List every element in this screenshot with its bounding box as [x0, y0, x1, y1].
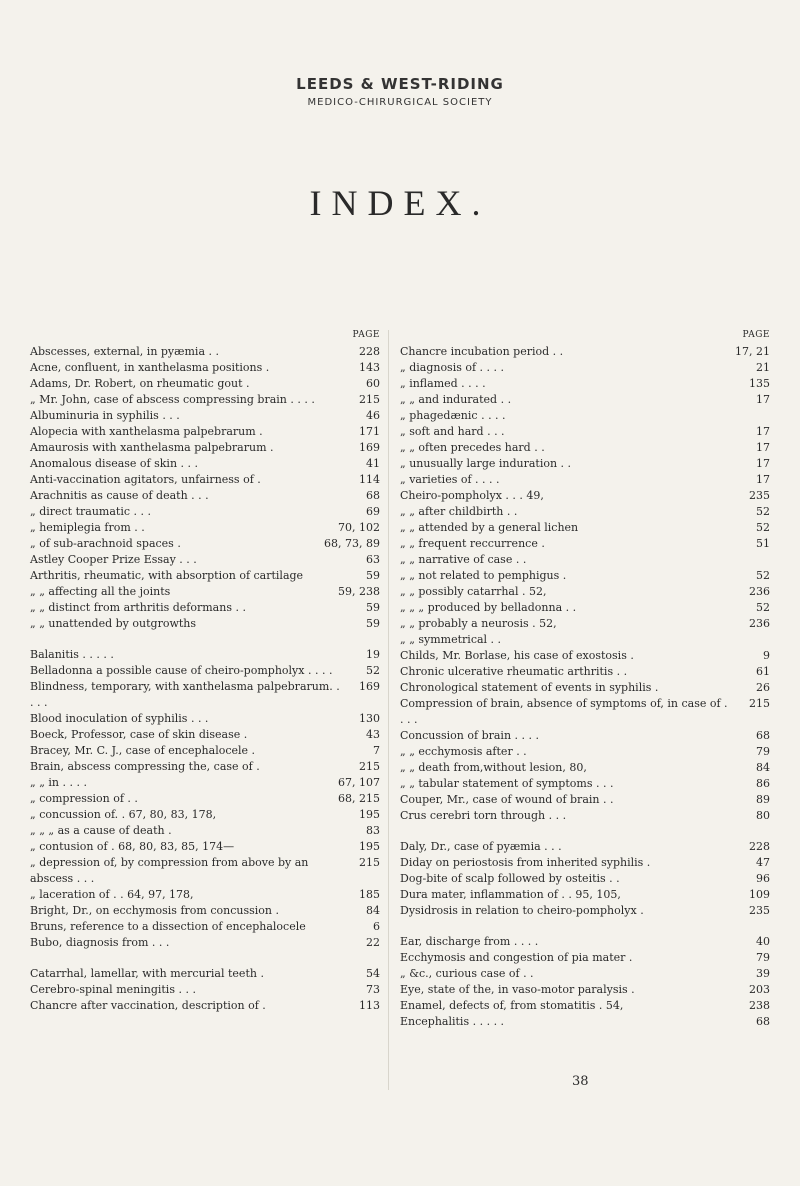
entry-text: Crus cerebri torn through . . . [400, 809, 567, 822]
entry-page: 169 [359, 441, 380, 454]
entry-page: 52 [756, 569, 770, 582]
entry-page: 51 [756, 537, 770, 550]
entry-text: Brain, abscess compressing the, case of . [30, 760, 260, 773]
index-entry [400, 408, 770, 424]
index-entry [30, 743, 380, 759]
entry-text: Encephalitis . . . . . [400, 1015, 505, 1028]
index-entry [30, 376, 380, 392]
index-entry [30, 408, 380, 424]
entry-text: Eye, state of the, in vaso-motor paralysis . [400, 983, 635, 996]
entry-page: 215 [749, 697, 770, 710]
entry-page: 6 [373, 920, 380, 933]
entry-page: 236 [749, 585, 770, 598]
entry-text: „ contusion of . 68, 80, 83, 85, 174— [30, 840, 235, 853]
entry-text: Compression of brain, absence of symptoms of, in case of . . . . [400, 697, 728, 726]
entry-page: 7 [373, 744, 380, 757]
section-gap [400, 824, 770, 839]
entry-page: 22 [366, 936, 380, 949]
entry-text: Blindness, temporary, with xanthelasma palpebrarum. . . . . [30, 680, 340, 709]
entry-page: 236 [749, 617, 770, 630]
entry-text: Balanitis . . . . . [30, 648, 114, 661]
entry-text: Boeck, Professor, case of skin disease . [30, 728, 248, 741]
entry-text: „ concussion of. . 67, 80, 83, 178, [30, 808, 217, 821]
index-entry [30, 727, 380, 743]
entry-text: Blood inoculation of syphilis . . . [30, 712, 209, 725]
entry-text: „ Mr. John, case of abscess compressing brain . . . . [30, 393, 315, 406]
entry-text: „ „ not related to pemphigus . [400, 569, 567, 582]
entry-page: 185 [359, 888, 380, 901]
entry-page: 169 [359, 680, 380, 693]
entry-text: „ „ attended by a general lichen [400, 521, 579, 534]
entry-page: 89 [756, 793, 770, 806]
entry-page: 130 [359, 712, 380, 725]
entry-page: 52 [756, 505, 770, 518]
page-heading-left: PAGE [352, 330, 380, 340]
entry-text: Chronic ulcerative rheumatic arthritis . . [400, 665, 628, 678]
index-entry [30, 536, 380, 552]
entry-text: Adams, Dr. Robert, on rheumatic gout . [30, 377, 250, 390]
entry-page: 228 [359, 345, 380, 358]
entry-text: „ soft and hard . . . [400, 425, 505, 438]
entry-page: 17, 21 [735, 345, 770, 358]
index-entry [30, 839, 380, 855]
entry-text: „ unusually large induration . . [400, 457, 572, 470]
index-entry [400, 982, 770, 998]
entry-page: 135 [749, 377, 770, 390]
entry-text: Couper, Mr., case of wound of brain . . [400, 793, 614, 806]
entry-text: Childs, Mr. Borlase, his case of exostosis . [400, 649, 634, 662]
index-entry [30, 711, 380, 727]
index-entry [400, 934, 770, 950]
entry-page: 67, 107 [338, 776, 380, 789]
entry-page: 215 [359, 393, 380, 406]
entry-text: Bruns, reference to a dissection of encephalocele [30, 920, 306, 933]
index-entry [30, 600, 380, 616]
index-entry [30, 472, 380, 488]
index-entry [400, 600, 770, 616]
index-entry [400, 887, 770, 903]
index-entry [400, 792, 770, 808]
index-entry [400, 903, 770, 919]
entry-page: 79 [756, 951, 770, 964]
entry-page: 68 [756, 729, 770, 742]
entry-page: 83 [366, 824, 380, 837]
index-entry [400, 998, 770, 1014]
index-column-right [400, 330, 770, 1030]
entry-page: 46 [366, 409, 380, 422]
entry-text: Chancre incubation period . . [400, 345, 564, 358]
entry-text: „ „ probably a neurosis . 52, [400, 617, 557, 630]
index-entry [400, 696, 770, 728]
entry-text: Bracey, Mr. C. J., case of encephalocele . [30, 744, 256, 757]
index-entry [400, 568, 770, 584]
entry-text: „ „ distinct from arthritis deformans . . [30, 601, 246, 614]
index-entry [400, 424, 770, 440]
index-entry [30, 552, 380, 568]
index-entry [30, 488, 380, 504]
entry-page: 39 [756, 967, 770, 980]
index-entry [400, 760, 770, 776]
index-entry [30, 568, 380, 584]
entry-text: Dura mater, inflammation of . . 95, 105, [400, 888, 621, 901]
entry-page: 59, 238 [338, 585, 380, 598]
entry-page: 59 [366, 601, 380, 614]
entry-page: 68 [366, 489, 380, 502]
index-entry [30, 392, 380, 408]
entry-text: Amaurosis with xanthelasma palpebrarum . [30, 441, 274, 454]
index-entry [30, 887, 380, 903]
entry-page: 79 [756, 745, 770, 758]
index-entry [400, 360, 770, 376]
index-entry [30, 903, 380, 919]
index-entry [30, 791, 380, 807]
entry-text: Catarrhal, lamellar, with mercurial teeth . [30, 967, 264, 980]
entry-text: Enamel, defects of, from stomatitis . 54, [400, 999, 624, 1012]
index-entry [400, 536, 770, 552]
section-gap [30, 951, 380, 966]
entry-page: 52 [366, 664, 380, 677]
entry-page: 171 [359, 425, 380, 438]
entry-list-right [400, 344, 770, 1030]
entry-page: 109 [749, 888, 770, 901]
index-entry [30, 456, 380, 472]
index-entry [30, 360, 380, 376]
index-entry [400, 728, 770, 744]
index-entry [30, 504, 380, 520]
entry-text: „ „ possibly catarrhal . 52, [400, 585, 547, 598]
entry-text: Diday on periostosis from inherited syphilis . [400, 856, 651, 869]
entry-page: 235 [749, 904, 770, 917]
entry-text: „ phagedænic . . . . [400, 409, 506, 422]
index-entry [30, 775, 380, 791]
index-entry [400, 855, 770, 871]
entry-text: Arachnitis as cause of death . . . [30, 489, 209, 502]
entry-text: Alopecia with xanthelasma palpebrarum . [30, 425, 263, 438]
entry-text: Cheiro-pompholyx . . . 49, [400, 489, 544, 502]
entry-text: Ear, discharge from . . . . [400, 935, 539, 948]
index-entry [400, 950, 770, 966]
section-gap [30, 632, 380, 647]
index-column-left [30, 330, 380, 1014]
entry-page: 215 [359, 856, 380, 869]
library-stamp-line1: LEEDS & WEST-RIDING [296, 75, 504, 93]
entry-text: „ inflamed . . . . [400, 377, 486, 390]
entry-text: Anti-vaccination agitators, unfairness of . [30, 473, 261, 486]
entry-text: Ecchymosis and congestion of pia mater . [400, 951, 633, 964]
index-entry [30, 935, 380, 951]
entry-text: „ „ tabular statement of symptoms . . . [400, 777, 614, 790]
entry-page: 70, 102 [338, 521, 380, 534]
index-entry [400, 440, 770, 456]
index-entry [30, 919, 380, 935]
entry-page: 114 [359, 473, 380, 486]
entry-text: Bright, Dr., on ecchymosis from concussion . [30, 904, 279, 917]
entry-page: 113 [359, 999, 380, 1012]
entry-text: Daly, Dr., case of pyæmia . . . [400, 840, 562, 853]
entry-text: Cerebro-spinal meningitis . . . [30, 983, 196, 996]
entry-text: Chronological statement of events in syphilis . [400, 681, 659, 694]
entry-text: „ of sub-arachnoid spaces . [30, 537, 181, 550]
index-entry [400, 376, 770, 392]
entry-page: 68, 215 [338, 792, 380, 805]
entry-text: „ varieties of . . . . [400, 473, 500, 486]
entry-page: 80 [756, 809, 770, 822]
entry-page: 41 [366, 457, 380, 470]
entry-page: 52 [756, 521, 770, 534]
entry-text: „ „ in . . . . [30, 776, 87, 789]
entry-page: 17 [756, 473, 770, 486]
entry-text: „ diagnosis of . . . . [400, 361, 505, 374]
index-entry [400, 456, 770, 472]
index-entry [400, 472, 770, 488]
index-entry [400, 648, 770, 664]
entry-page: 26 [756, 681, 770, 694]
index-entry [400, 966, 770, 982]
entry-text: „ „ and indurated . . [400, 393, 512, 406]
entry-page: 215 [359, 760, 380, 773]
entry-page: 17 [756, 425, 770, 438]
entry-page: 52 [756, 601, 770, 614]
index-entry [30, 663, 380, 679]
index-entry [30, 616, 380, 632]
index-entry [30, 424, 380, 440]
index-entry [400, 680, 770, 696]
entry-page: 17 [756, 457, 770, 470]
index-entry [400, 488, 770, 504]
entry-page: 84 [756, 761, 770, 774]
index-entry [400, 871, 770, 887]
index-entry [400, 632, 770, 648]
entry-page: 40 [756, 935, 770, 948]
index-entry [30, 647, 380, 663]
entry-text: „ „ affecting all the joints [30, 585, 171, 598]
entry-text: „ „ narrative of case . . [400, 553, 527, 566]
entry-text: Abscesses, external, in pyæmia . . [30, 345, 219, 358]
index-entry [400, 808, 770, 824]
entry-page: 68 [756, 1015, 770, 1028]
entry-text: „ „ „ as a cause of death . [30, 824, 172, 837]
entry-text: Anomalous disease of skin . . . [30, 457, 199, 470]
index-entry [30, 440, 380, 456]
entry-text: „ depression of, by compression from above by an abscess . . . [30, 856, 309, 885]
index-entry [400, 392, 770, 408]
entry-page: 54 [366, 967, 380, 980]
index-entry [400, 344, 770, 360]
entry-text: Concussion of brain . . . . [400, 729, 540, 742]
entry-page: 235 [749, 489, 770, 502]
entry-text: Belladonna a possible cause of cheiro-pompholyx . . . . [30, 664, 333, 677]
entry-page: 60 [366, 377, 380, 390]
index-entry [30, 520, 380, 536]
entry-page: 17 [756, 441, 770, 454]
entry-page: 195 [359, 840, 380, 853]
page-number: 38 [572, 1074, 589, 1089]
entry-text: Dog-bite of scalp followed by osteitis . . [400, 872, 620, 885]
index-entry [30, 998, 380, 1014]
index-entry [400, 504, 770, 520]
index-entry [30, 807, 380, 823]
index-entry [400, 839, 770, 855]
entry-page: 84 [366, 904, 380, 917]
entry-page: 63 [366, 553, 380, 566]
index-entry [30, 759, 380, 775]
index-entry [400, 616, 770, 632]
entry-text: „ &c., curious case of . . [400, 967, 534, 980]
entry-text: „ compression of . . [30, 792, 138, 805]
entry-page: 73 [366, 983, 380, 996]
entry-page: 203 [749, 983, 770, 996]
index-entry [30, 344, 380, 360]
entry-text: Arthritis, rheumatic, with absorption of cartilage [30, 569, 304, 582]
entry-text: „ hemiplegia from . . [30, 521, 145, 534]
entry-page: 69 [366, 505, 380, 518]
index-entry [30, 679, 380, 711]
entry-page: 43 [366, 728, 380, 741]
entry-text: Dysidrosis in relation to cheiro-pompholyx . [400, 904, 644, 917]
entry-text: Acne, confluent, in xanthelasma positions . [30, 361, 270, 374]
entry-page: 19 [366, 648, 380, 661]
entry-text: „ „ often precedes hard . . [400, 441, 545, 454]
index-entry [400, 520, 770, 536]
index-entry [400, 744, 770, 760]
entry-page: 47 [756, 856, 770, 869]
index-entry [30, 584, 380, 600]
index-entry [30, 982, 380, 998]
entry-text: Astley Cooper Prize Essay . . . [30, 553, 197, 566]
index-entry [400, 1014, 770, 1030]
entry-page: 59 [366, 617, 380, 630]
entry-text: „ direct traumatic . . . [30, 505, 151, 518]
entry-text: „ „ „ produced by belladonna . . [400, 601, 577, 614]
entry-page: 195 [359, 808, 380, 821]
entry-page: 9 [763, 649, 770, 662]
entry-text: „ „ frequent reccurrence . [400, 537, 545, 550]
entry-page: 238 [749, 999, 770, 1012]
page-heading-right: PAGE [742, 330, 770, 340]
entry-page: 17 [756, 393, 770, 406]
index-entry [400, 776, 770, 792]
index-entry [30, 966, 380, 982]
entry-text: „ „ symmetrical . . [400, 633, 502, 646]
section-gap [400, 919, 770, 934]
entry-page: 143 [359, 361, 380, 374]
library-stamp-line2: MEDICO-CHIRURGICAL SOCIETY [307, 97, 493, 108]
entry-page: 86 [756, 777, 770, 790]
entry-page: 61 [756, 665, 770, 678]
index-entry [400, 552, 770, 568]
entry-text: „ laceration of . . 64, 97, 178, [30, 888, 194, 901]
page-title: INDEX. [309, 183, 491, 224]
entry-page: 21 [756, 361, 770, 374]
entry-page: 228 [749, 840, 770, 853]
index-entry [30, 855, 380, 887]
entry-text: Chancre after vaccination, description of . [30, 999, 266, 1012]
entry-text: „ „ after childbirth . . [400, 505, 518, 518]
index-entry [30, 823, 380, 839]
entry-text: „ „ ecchymosis after . . [400, 745, 527, 758]
entry-text: Bubo, diagnosis from . . . [30, 936, 170, 949]
entry-text: „ „ unattended by outgrowths [30, 617, 197, 630]
column-divider [388, 330, 389, 1090]
entry-page: 96 [756, 872, 770, 885]
entry-text: „ „ death from,without lesion, 80, [400, 761, 587, 774]
entry-text: Albuminuria in syphilis . . . [30, 409, 180, 422]
entry-list-left [30, 344, 380, 1014]
index-entry [400, 584, 770, 600]
entry-page: 68, 73, 89 [324, 537, 380, 550]
entry-page: 59 [366, 569, 380, 582]
index-entry [400, 664, 770, 680]
